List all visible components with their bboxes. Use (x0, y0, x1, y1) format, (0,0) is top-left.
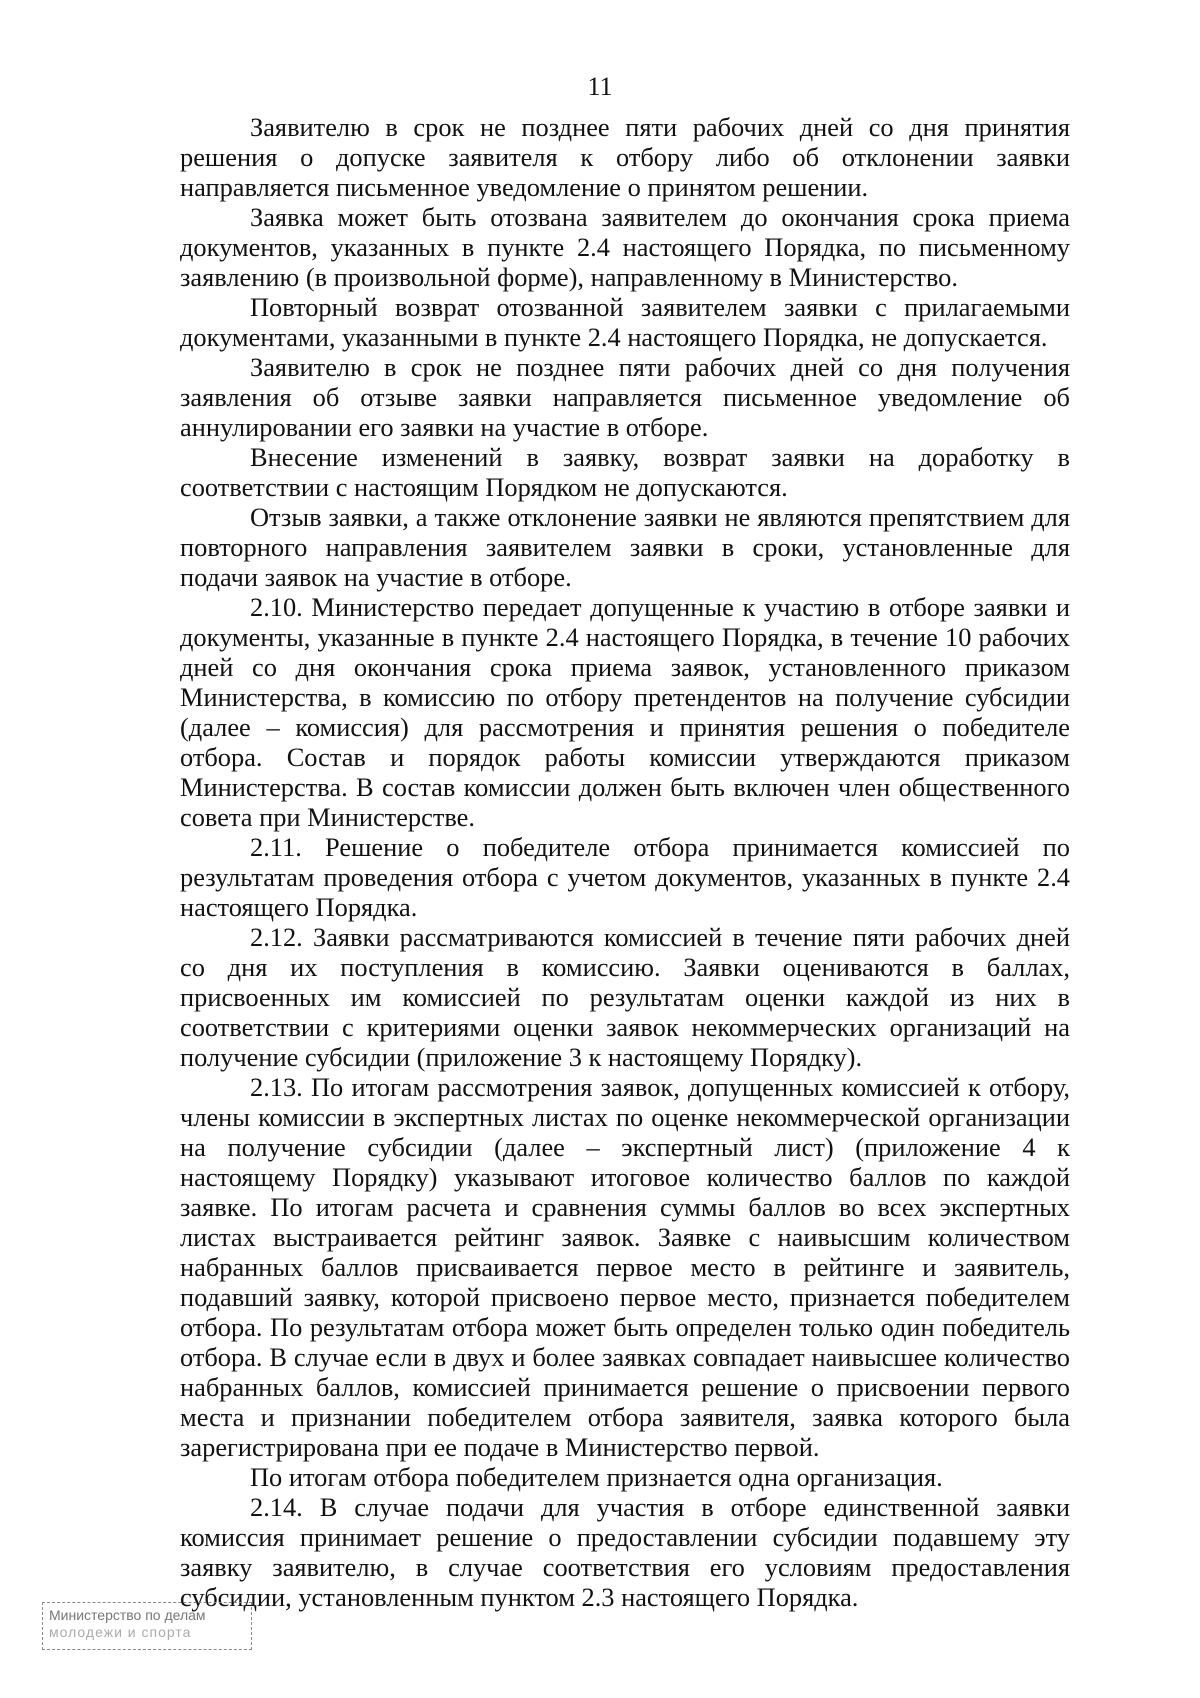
paragraph: Заявителю в срок не позднее пяти рабочих дней со дня принятия решения о допуске заявителя к отбору либо об отклонении заявки направляется письменное уведомление о принятом решении. (180, 112, 1070, 202)
paragraph: Повторный возврат отозванной заявителем заявки с прилагаемыми документами, указанными в пункте 2.4 настоящего Порядка, не допускается. (180, 292, 1070, 352)
paragraph-2-14: 2.14. В случае подачи для участия в отборе единственной заявки комиссия принимает решение о предоставлении субсидии подавшему эту заявку заявителю, в случае соответствия его условиям предоставления субсидии, установленным пунктом 2.3 настоящего Порядка. (180, 1492, 1070, 1612)
stamp-line-2: молодежи и спорта (49, 1624, 192, 1640)
paragraph: Заявка может быть отозвана заявителем до окончания срока приема документов, указанных в пункте 2.4 настоящего Порядка, по письменному заявлению (в произвольной форме), направленному в Министерство. (180, 202, 1070, 292)
paragraph: Внесение изменений в заявку, возврат заявки на доработку в соответствии с настоящим Порядком не допускаются. (180, 442, 1070, 502)
paragraph-2-12: 2.12. Заявки рассматриваются комиссией в течение пяти рабочих дней со дня их поступления в комиссию. Заявки оцениваются в баллах, присвоенных им комиссией по результатам оценки каждой из них в соответствии с критериями оценки заявок некоммерческих организаций на получение субсидии (приложение 3 к настоящему Порядку). (180, 922, 1070, 1072)
stamp-line-1: Министерство по делам (49, 1607, 206, 1623)
paragraph: Заявителю в срок не позднее пяти рабочих дней со дня получения заявления об отзыве заявки направляется письменное уведомление об аннулировании его заявки на участие в отборе. (180, 352, 1070, 442)
paragraph: По итогам отбора победителем признается одна организация. (250, 1462, 943, 1492)
paragraph-2-10: 2.10. Министерство передает допущенные к участию в отборе заявки и документы, указанные в пункте 2.4 настоящего Порядка, в течение 10 рабочих дней со дня окончания срока приема заявок, установленного приказом Министерства, в комиссию по отбору претендентов на получение субсидии (далее – комиссия) для рассмотрения и принятия решения о победителе отбора. Состав и порядок работы комиссии утверждаются приказом Министерства. В состав комиссии должен быть включен член общественного совета при Министерстве. (180, 592, 1070, 832)
paragraph: Отзыв заявки, а также отклонение заявки не являются препятствием для повторного направления заявителем заявки в сроки, установленные для подачи заявок на участие в отборе. (180, 502, 1070, 592)
paragraph-2-11: 2.11. Решение о победителе отбора принимается комиссией по результатам проведения отбора с учетом документов, указанных в пункте 2.4 настоящего Порядка. (180, 832, 1070, 922)
registration-stamp (42, 1602, 252, 1650)
paragraph-2-13: 2.13. По итогам рассмотрения заявок, допущенных комиссией к отбору, члены комиссии в экспертных листах по оценке некоммерческой организации на получение субсидии (далее – экспертный лист) (приложение 4 к настоящему Порядку) указывают итоговое количество баллов по каждой заявке. По итогам расчета и сравнения суммы баллов во всех экспертных листах выстраивается рейтинг заявок. Заявке с наивысшим количеством набранных баллов присваивается первое место в рейтинге и заявитель, подавший заявку, которой присвоено первое место, признается победителем отбора. По результатам отбора может быть определен только один победитель отбора. В случае если в двух и более заявках совпадает наивысшее количество набранных баллов, комиссией принимается решение о присвоении первого места и признании победителем отбора заявителя, заявка которого была зарегистрирована при ее подаче в Министерство первой. (180, 1072, 1070, 1462)
page-number: 11 (587, 72, 613, 101)
document-body (180, 112, 1070, 1612)
